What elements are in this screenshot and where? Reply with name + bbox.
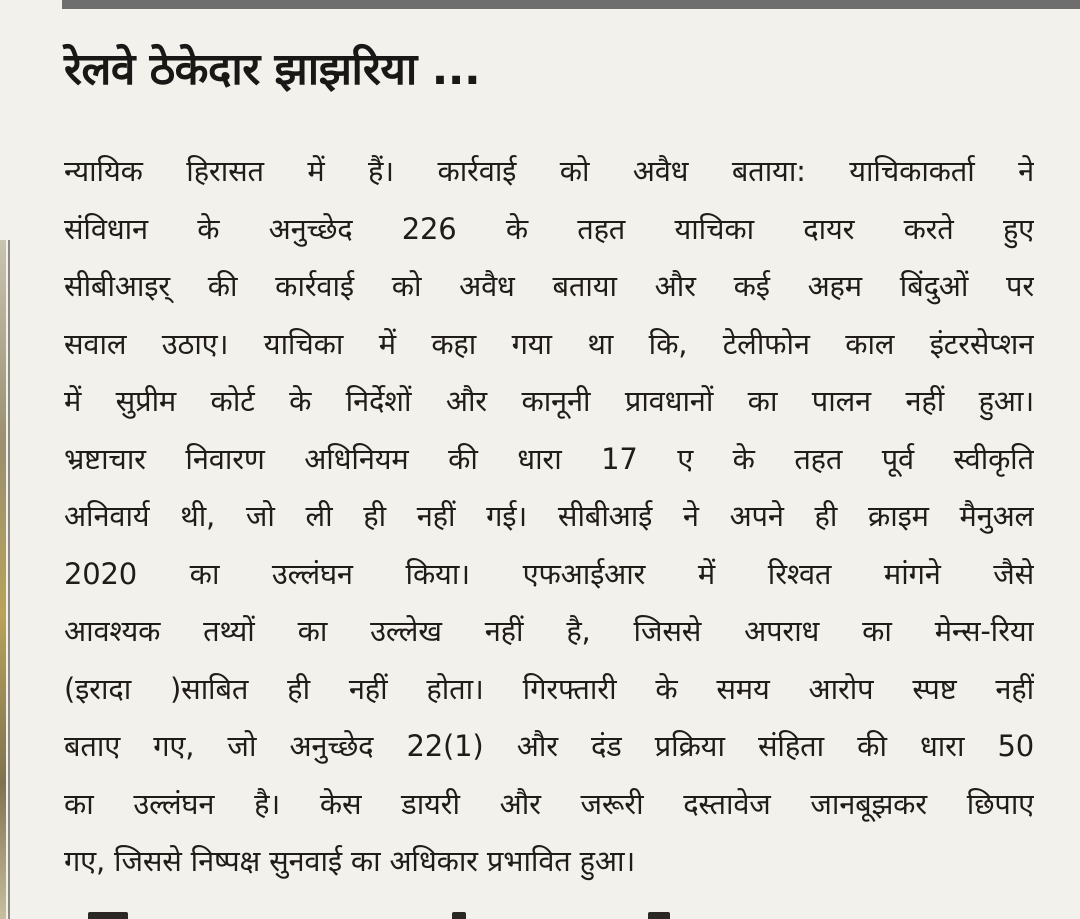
column-divider	[8, 240, 10, 919]
body-line: सीबीआइर् की कार्रवाई को अवैध बताया और कई अहम बिंदुओं पर	[64, 269, 1034, 303]
body-line: बताए गए, जो अनुच्छेद 22(1) और दंड प्रक्रिया संहिता की धारा 50	[64, 729, 1034, 763]
body-line: भ्रष्टाचार निवारण अधिनियम की धारा 17 ए के तहत पूर्व स्वीकृति	[64, 441, 1034, 476]
top-rule	[62, 0, 1080, 9]
next-heading-fragment	[88, 908, 788, 919]
body-line: में सुप्रीम कोर्ट के निर्देशों और कानूनी प्रावधानों का पालन नहीं हुआ।	[64, 384, 1034, 418]
body-line: अनिवार्य थी, जो ली ही नहीं गई। सीबीआई ने अपने ही क्राइम मैनुअल	[64, 499, 1034, 533]
body-line: सवाल उठाए। याचिका में कहा गया था कि, टेलीफोन काल इंटरसेप्शन	[64, 326, 1034, 361]
glyph-fragment	[88, 912, 128, 919]
body-line: गए, जिससे निष्पक्ष सुनवाई का अधिकार प्रभावित हुआ।	[64, 844, 636, 878]
body-line: न्यायिक हिरासत में हैं। कार्रवाई को अवैध बताया: याचिकाकर्ता ने	[64, 154, 1034, 188]
body-line: संविधान के अनुच्छेद 226 के तहत याचिका दायर करते हुए	[64, 211, 1034, 246]
body-line: 2020 का उल्लंघन किया। एफआईआर में रिश्वत मांगने जैसे	[64, 556, 1034, 591]
article-body	[64, 143, 1034, 891]
adjacent-column-edge	[0, 240, 6, 919]
glyph-fragment	[648, 912, 670, 919]
headline: रेलवे ठेकेदार झाझरिया ...	[64, 44, 481, 95]
body-line: का उल्लंघन है। केस डायरी और जरूरी दस्तावेज जानबूझकर छिपाए	[64, 786, 1034, 821]
glyph-fragment	[452, 912, 466, 919]
body-line: आवश्यक तथ्यों का उल्लेख नहीं है, जिससे अपराध का मेन्स-रिया	[64, 614, 1034, 648]
body-line: (इरादा )साबित ही नहीं होता। गिरफ्तारी के समय आरोप स्पष्ट नहीं	[64, 671, 1034, 706]
